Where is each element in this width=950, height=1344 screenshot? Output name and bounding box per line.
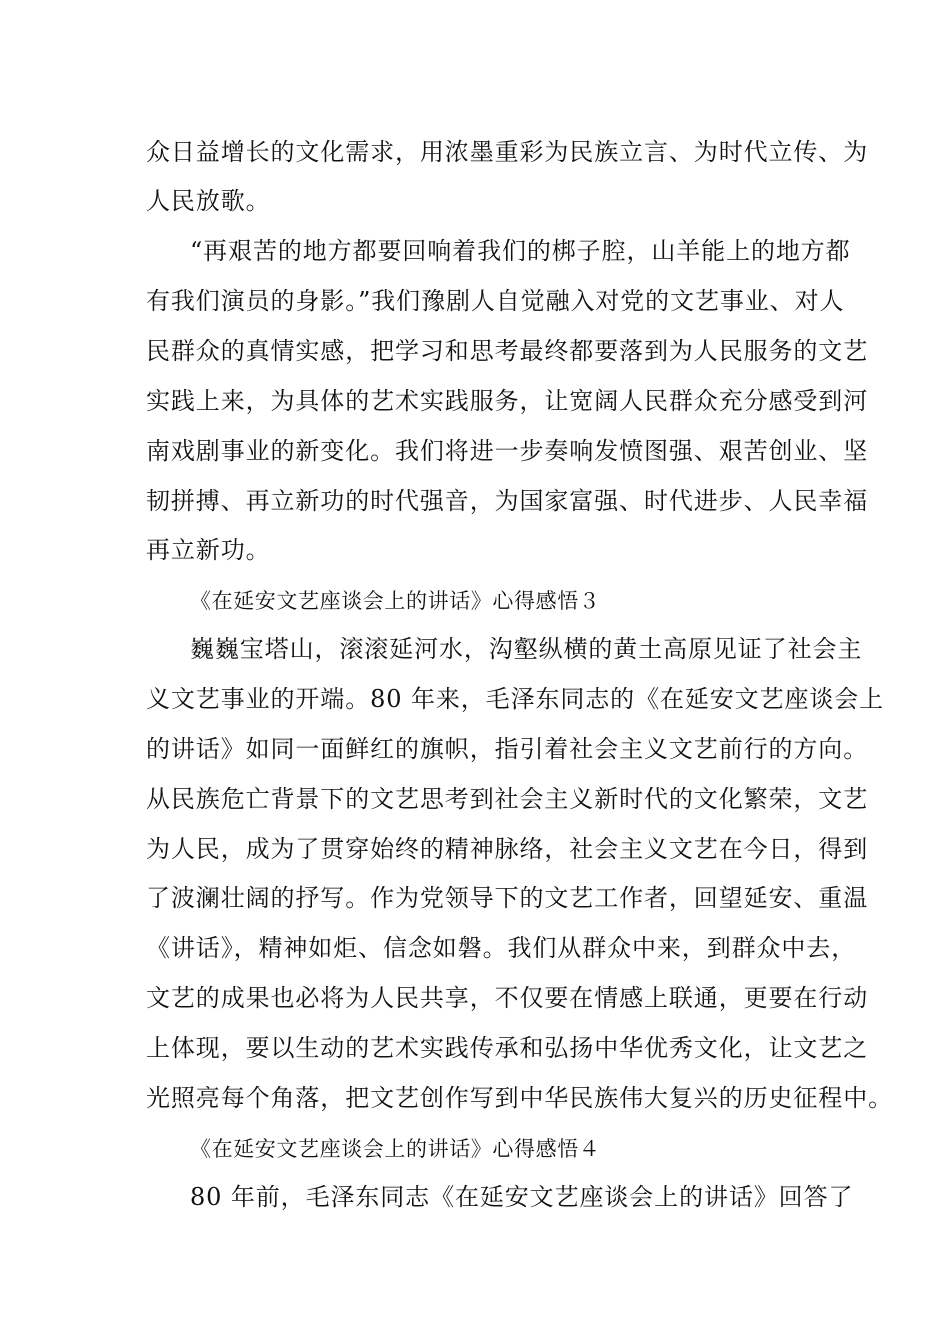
text-line: “再艰苦的地方都要回响着我们的梆子腔，山羊能上的地方都 — [190, 237, 851, 265]
text-line: 为人民，成为了贯穿始终的精神脉络，社会主义文艺在今日，得到 — [146, 835, 869, 863]
text-line: 《讲话》，精神如炬、信念如磐。我们从群众中来，到群众中去， — [146, 934, 857, 962]
text-line: 80 年前，毛泽东同志《在延安文艺座谈会上的讲话》回答了 — [190, 1183, 854, 1211]
text-line: 众日益增长的文化需求，用浓墨重彩为民族立言、为时代立传、为 — [146, 138, 869, 166]
text-line: 文艺的成果也必将为人民共享，不仅要在情感上联通，更要在行动 — [146, 984, 869, 1012]
section-heading: 《在延安文艺座谈会上的讲话》心得感悟３ — [190, 589, 601, 613]
text-line: 义文艺事业的开端。80 年来，毛泽东同志的《在延安文艺座谈会上 — [146, 685, 885, 713]
text-line: 民群众的真情实感，把学习和思考最终都要落到为人民服务的文艺 — [146, 337, 869, 365]
text-line: 巍巍宝塔山，滚滚延河水，沟壑纵横的黄土高原见证了社会主 — [190, 635, 863, 663]
text-line: 再立新功。 — [146, 536, 271, 564]
text-line: 韧拼搏、再立新功的时代强音，为国家富强、时代进步、人民幸福 — [146, 487, 869, 515]
text-line: 了波澜壮阔的抒写。作为党领导下的文艺工作者，回望延安、重温 — [146, 884, 869, 912]
text-line: 的讲话》如同一面鲜红的旗帜，指引着社会主义文艺前行的方向。 — [146, 735, 869, 763]
text-line: 南戏剧事业的新变化。我们将进一步奏响发愤图强、艰苦创业、坚 — [146, 437, 869, 465]
text-line: 光照亮每个角落，把文艺创作写到中华民族伟大复兴的历史征程中。 — [146, 1084, 893, 1112]
text-line: 从民族危亡背景下的文艺思考到社会主义新时代的文化繁荣，文艺 — [146, 785, 869, 813]
text-line: 有我们演员的身影。”我们豫剧人自觉融入对党的文艺事业、对人 — [146, 287, 845, 315]
text-line: 人民放歌。 — [146, 187, 271, 215]
text-line: 实践上来，为具体的艺术实践服务，让宽阔人民群众充分感受到河 — [146, 387, 869, 415]
text-line: 上体现，要以生动的艺术实践传承和弘扬中华优秀文化，让文艺之 — [146, 1034, 869, 1062]
section-heading: 《在延安文艺座谈会上的讲话》心得感悟４ — [190, 1137, 601, 1161]
